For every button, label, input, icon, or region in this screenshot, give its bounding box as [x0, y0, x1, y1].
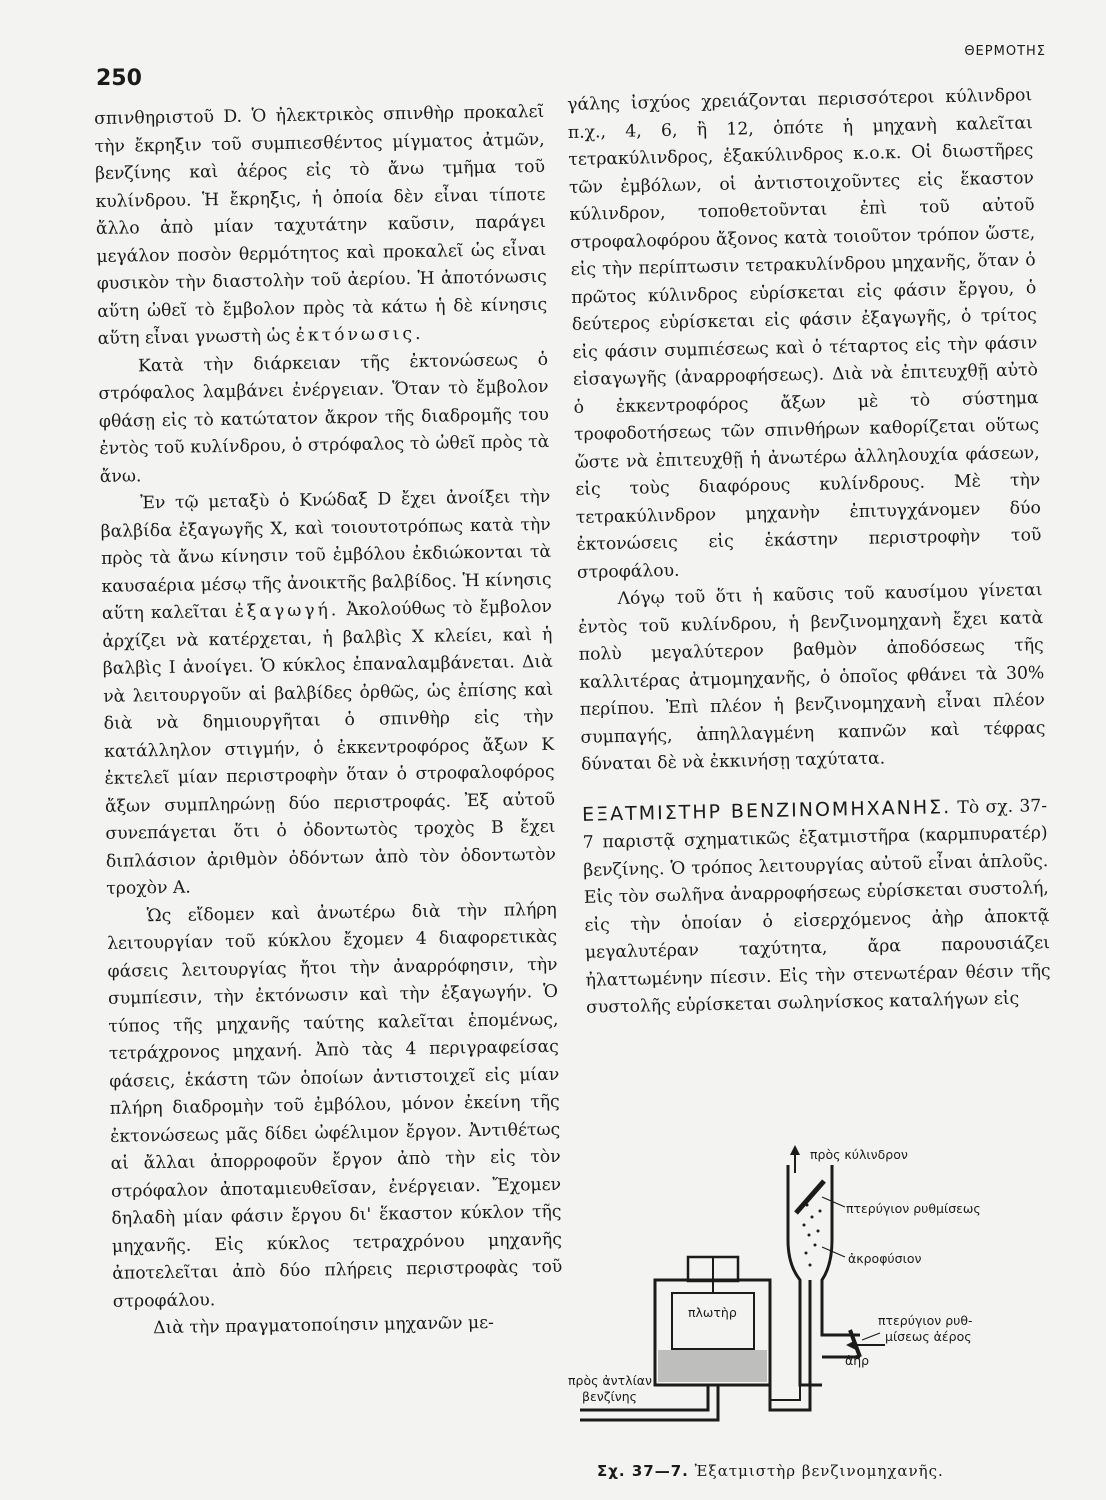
label-nozzle: ἀκροφύσιον [848, 1251, 922, 1266]
paragraph: Ὡς εἴδομεν καὶ ἀνωτέρω διὰ τὴν πλήρη λειτουργίαν τοῦ κύκλου ἔχομεν 4 διαφορετικὰς φάσεις λειτουργίας ἤτοι τὴν ἀναρρόφησιν, τὴν συμπίεσιν, τὴν ἐκτόνωσιν καὶ τὴν ἐξαγωγήν. Ὁ τύπος τῆς μηχανῆς ταύτης καλεῖται ἑπομένως, τετράχρονος μηχανή. Ἀπὸ τὰς 4 περιγραφείσας φάσεις, ἑκάστη τῶν ὁποίων ἀντιστοιχεῖ εἰς μίαν πλήρη διαδρομὴν τοῦ ἐμβόλου, μόνον ἐκείνη τῆς ἐκτονώσεως μᾶς δίδει ὠφέλιμον ἔργον. Ἀντιθέτως αἱ ἄλλαι ἀπορροφοῦν ἔργον ἀπὸ τὴν εἰς τὸν στρόφαλον ἀποταμιευθεῖσαν, ἐνέργειαν. Ἔχομεν δηλαδὴ μίαν φάσιν ἔργου δι' ἕκαστον κύκλον τῆς μηχανῆς. Εἰς κύκλος τετραχρόνου μηχανῆς ἀποτελεῖται ἀπὸ δύο πλήρεις περιστροφὰς τοῦ στροφάλου. [107, 899, 563, 1312]
paragraph-text: Ἐν τῷ μεταξὺ ὁ Κνώδαξ D ἔχει ἀνοίξει τὴν βαλβίδα ἐξαγωγῆς Χ, καὶ τοιουτοτρόπως κατὰ τὴν πρὸς τὰ ἄνω κίνησιν τοῦ ἐμβόλου ἐκδιώκονται τὰ καυσαέρια μέσῳ τῆς ἀνοικτῆς βαλβίδος. Ἡ κίνησις αὕτη καλεῖται [100, 486, 552, 624]
left-column [94, 99, 563, 1343]
label-air-flap: πτερύγιον ρυθ- [878, 1313, 973, 1328]
section-heading: ΕΞΑΤΜΙΣΤΗΡ ΒΕΝΖΙΝΟΜΗΧΑΝΗΣ. [581, 795, 952, 826]
left-arrow-head-icon [846, 1340, 856, 1350]
figure-caption [597, 1462, 1017, 1480]
venturi-wall [788, 1165, 822, 1385]
nozzle-pipe [770, 1280, 810, 1410]
caption-text: Ἐξατμιστὴρ βενζινομηχανῆς. [694, 1462, 944, 1480]
fuel-level [658, 1350, 767, 1382]
running-title: ΘΕΡΜΟΤΗΣ [964, 44, 1046, 59]
paragraph-text: Ἀκολούθως τὸ ἔμβολον ἀρχίζει νὰ κατέρχεται, ἡ βαλβὶς Χ κλείει, καὶ ἡ βαλβὶς Ι ἀνοίγει. Ὁ κύκλος ἐπαναλαμβάνεται. Διὰ νὰ λειτουργοῦν αἱ βαλβίδες ὀρθῶς, ὡς ἐπίσης καὶ διὰ νὰ δημιουργῆται ὁ σπινθὴρ εἰς τὴν κατάλληλον στιγμήν, ὁ ἐκκεντροφόρος ἄξων Κ ἐκτελεῖ μίαν περιστροφὴν ὅταν ὁ στροφαλοφόρος ἄξων συμπληρώνῃ δύο περιστροφάς. Ἐξ αὐτοῦ συνεπάγεται ὅτι ὁ ὀδοντωτὸς τροχὸς Β ἔχει διπλάσιον ἀριθμὸν ὀδόντων ἀπὸ τὸν ὀδοντωτὸν τροχὸν Α. [102, 596, 556, 899]
label-air: ἀὴρ [845, 1353, 870, 1368]
paragraph: Κατὰ τὴν διάρκειαν τῆς ἐκτονώσεως ὁ στρόφαλος λαμβάνει ἐνέργειαν. Ὅταν τὸ ἔμβολον φθάσῃ εἰς τὸ κατώτατον ἄκρον τῆς διαδρομῆς του ἐντὸς τοῦ κυλίνδρου, ὁ στρόφαλος τὸ ὠθεῖ πρὸς τὰ ἄνω. [98, 349, 550, 487]
up-arrow-head-icon [790, 1145, 800, 1155]
float [672, 1293, 754, 1349]
page-number: 250 [96, 66, 142, 91]
paragraph: Λόγῳ τοῦ ὅτι ἡ καῦσις τοῦ καυσίμου γίνεται ἐντὸς τοῦ κυλίνδρου, ἡ βενζινομηχανὴ ἔχει κατὰ πολὺ μεγαλύτερον βαθμὸν ἀποδόσεως τῆς καλλιτέρας ἀτμομηχανῆς, ὁ ὁποῖος φθάνει τὰ 30% περίπου. Ἐπὶ πλέον ἡ βενζινομηχανὴ εἶναι πλέον συμπαγής, ἀπηλλαγμένη καπνῶν καὶ τέφρας δύναται δὲ νὰ ἐκκινήσῃ ταχύτατα. [578, 580, 1046, 775]
paragraph [100, 484, 556, 904]
paragraph: Διὰ τὴν πραγματοποίησιν μηχανῶν με- [153, 1312, 494, 1339]
label-air-flap: μίσεως ἀέρος [885, 1329, 972, 1344]
right-column [567, 82, 1051, 1022]
paragraph [582, 792, 1052, 1023]
fuel-spray [803, 1204, 822, 1267]
paragraph [94, 99, 548, 354]
carburetor-figure [560, 1145, 1040, 1490]
label-pump: πρὸς ἀντλίαν [568, 1373, 653, 1388]
carburetor-diagram [560, 1145, 1040, 1460]
nozzle-pipe [770, 1280, 800, 1400]
label-pump: βενζίνης [582, 1389, 637, 1404]
paragraph-text: Τὸ σχ. 37-7 παριστᾷ σχηματικῶς ἐξατμιστῆρα (καρμπυρατέρ) βενζίνης. Ὁ τρόπος λειτουργίας αὐτοῦ εἶναι ἁπλοῦς. Εἰς τὸν σωλῆνα ἀναρροφήσεως εὑρίσκεται συστολή, εἰς τὴν ὁποίαν ὁ εἰσερχόμενος ἀὴρ ἀποκτᾷ μεγαλυτέραν ταχύτητα, ἄρα παρουσιάζει ἠλαττωμένην πίεσιν. Εἰς τὴν στενωτέραν θέσιν τῆς συστολῆς εὑρίσκεται σωληνίσκος καταλήγων εἰς [582, 795, 1051, 1018]
term-exhaust: ἐξαγωγή. [234, 600, 340, 622]
term-expansion: ἐκτόνωσις. [295, 323, 424, 346]
throttle-flap [796, 1181, 824, 1213]
label-throttle: πτερύγιον ρυθμίσεως [846, 1201, 981, 1216]
paragraph-text: σπινθηριστοῦ D. Ὁ ἠλεκτρικὸς σπινθὴρ προκαλεῖ τὴν ἔκρηξιν τοῦ συμπιεσθέντος μίγματος ἀτμῶν, βενζίνης καὶ ἀέρος εἰς τὸ ἄνω τμῆμα τοῦ κυλίνδρου. Ἡ ἔκρηξις, ἡ ὁποία δὲν εἶναι τίποτε ἄλλο ἀπὸ μίαν ταχυτάτην καῦσιν, παράγει μεγάλον ποσὸν θερμότητος καὶ προκαλεῖ ὡς εἶναι φυσικὸν τὴν διαστολὴν τοῦ ἀερίου. Ἡ ἀποτόνωσις αὕτη ὠθεῖ τὸ ἔμβολον πρὸς τὰ κάτω ἡ δὲ κίνησις αὕτη εἶναι γνωστὴ ὡς [94, 101, 548, 349]
label-float: πλωτὴρ [688, 1305, 737, 1320]
label-to-cylinder: πρὸς κύλινδρον [810, 1147, 908, 1162]
paragraph: γάλης ἰσχύος χρειάζονται περισσότεροι κύλινδροι π.χ., 4, 6, ἢ 12, ὁπότε ἡ μηχανὴ καλεῖται τετρακύλινδρος, ἑξακύλινδρος κ.ο.κ. Οἱ διωστῆρες τῶν ἐμβόλων, οἱ ἀντιστοιχοῦντες εἰς ἕκαστον κύλινδρον, τοποθετοῦνται ἐπὶ τοῦ αὐτοῦ στροφαλοφόρου ἄξονος κατὰ τοιοῦτον τρόπον ὥστε, εἰς τὴν περίπτωσιν τετρακυλίνδρου μηχανῆς, ὅταν ὁ πρῶτος κύλινδρος εὑρίσκεται εἰς φάσιν ἔργου, ὁ δεύτερος εὑρίσκεται εἰς φάσιν ἐξαγωγῆς, ὁ τρίτος εἰς φάσιν συμπιέσεως καὶ ὁ τέταρτος εἰς τὴν φάσιν εἰσαγωγῆς (ἀναρροφήσεως). Διὰ νὰ ἐπιτευχθῇ αὐτὸ ὁ ἐκκεντροφόρος ἄξων μὲ τὸ σύστημα τροφοδοτήσεως τῶν σπινθήρων καθορίζεται οὕτως ὥστε νὰ ἐπιτευχθῇ ἡ ἀνωτέρω ἀλληλουχία φάσεων, εἰς τοὺς διαφόρους κυλίνδρους. Μὲ τὴν τετρακύλινδρον μηχανὴν ἐπιτυγχάνομεν δύο ἐκτονώσεις εἰς ἑκάστην περιστροφὴν τοῦ στροφάλου. [567, 85, 1042, 583]
caption-number: Σχ. 37—7. [597, 1462, 689, 1480]
